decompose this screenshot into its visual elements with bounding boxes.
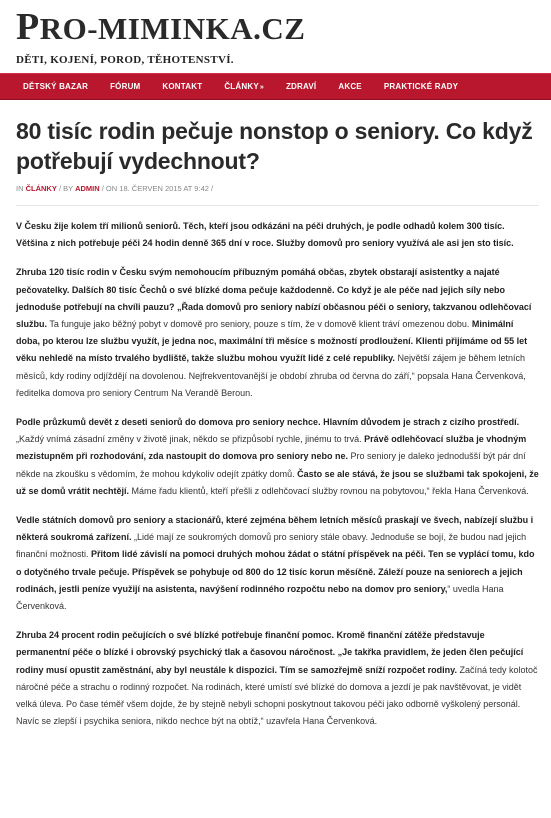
paragraph-segment: Podle průzkumů devět z deseti seniorů do domova pro seniory nechce. Hlavním důvodem je strach z cizího prostředí. — [16, 417, 520, 428]
paragraph-segment: V Česku žije kolem tří milionů seniorů. Těch, kteří jsou odkázáni na péči druhých, je podle odhadů kolem 300 tisíc. Většina z nich potřebuje péči 24 hodin denně 365 dní v roce. Služby domovů pro seniory využívá ale asi jen sto tisíc. — [16, 221, 514, 249]
logo-text: RO-MIMINKA.CZ — [39, 11, 306, 46]
main-content — [0, 100, 551, 730]
article-title: 80 tisíc rodin pečuje nonstop o seniory. Co když potřebují vydechnout? — [16, 118, 533, 174]
site-tagline: DĚTI, KOJENÍ, POROD, TĚHOTENSTVÍ. — [16, 54, 234, 66]
nav-item-zdravi[interactable]: ZDRAVÍ — [285, 82, 317, 91]
main-nav — [0, 73, 551, 100]
paragraph-segment: „Každý vnímá zásadní změny v životě jinak, někdo se přizpůsobí rychle, jinému to trvá. — [16, 434, 365, 445]
nav-item-forum[interactable]: FÓRUM — [110, 82, 141, 91]
paragraph-segment: Právě odlehčovací služba je vhodným mezistupněm při rozhodování, zda nastoupit do domova pro seniory nebo ne. — [16, 434, 527, 462]
paragraph-segment: Pro seniory je daleko jednodušší být pár dní někde na zkoušku s vědomím, že mohou kdykoliv odejít zpátky domů. — [16, 451, 526, 479]
article-paragraph — [16, 512, 539, 615]
nav-item-prakticke-rady[interactable]: PRAKTICKÉ RADY — [383, 82, 459, 91]
article-paragraph — [16, 218, 539, 252]
paragraph-segment: Zhruba 24 procent rodin pečujících o své blízké potřebuje finanční pomoc. Kromě finanční zátěže představuje permanentní péče o blízké i obrovský psychický tlak a časovou náročnost. „Je takřka pravidlem, že jeden člen pečující rodiny musí opustit zaměstnání, aby byl neustále k dispozici. Tím se samozřejmě sníží rozpočet rodiny. — [16, 630, 524, 675]
paragraph-segment: Zhruba 120 tisíc rodin v Česku svým nemohoucím příbuzným pomáhá občas, zbytek obstarají asistentky a najaté pečovatelky. Dalších 80 tisíc Čechů o své blízké doma pečuje každodenně. Co když je ale péče nad jejich síly nebo jednoduše potřebují na chvíli pauzu? „Řada domovů pro seniory nabízí občasnou péči o seniory, takzvanou odlehčovací službu. — [16, 267, 532, 330]
site-logo[interactable] — [16, 8, 551, 48]
article-body — [16, 218, 539, 730]
nav-item-kontakt[interactable]: KONTAKT — [162, 82, 203, 91]
article-date: / ON 18. ČERVEN 2015 AT 9:42 / — [101, 184, 214, 193]
paragraph-segment: Často se ale stává, že jsou se službami tak spokojeni, že už se domů vrátit nechtějí. — [16, 468, 539, 496]
article-meta: IN ČLÁNKY / BY ADMIN / ON 18. ČERVEN 2015 AT 9:42 / — [16, 184, 539, 206]
category-link[interactable]: ČLÁNKY — [25, 184, 57, 193]
dropdown-arrow-icon: » — [259, 84, 264, 91]
article-paragraph — [16, 627, 539, 730]
site-header — [0, 0, 551, 73]
paragraph-segment: Největší zájem je během letních měsíců, kdy rodiny odjíždějí na dovolenou. Nejfrekventovanější je období zhruba od června do září,“ popsala Hana Červenková, ředitelka domova pro seniory Centrum Na Verandě Beroun. — [16, 353, 526, 398]
paragraph-segment: Přitom lidé závislí na pomoci druhých mohou žádat o státní příspěvek na péči. Ten se vyplácí tomu, kdo o dotyčného trvale pečuje. Příspěvek se pohybuje od 800 do 12 tisíc korun měsíčně. Záleží pouze na seniorech a jejich rodinách, jestli peníze využijí na asistenta, navýšení rodinného rozpočtu nebo na domov pro seniory, — [16, 549, 535, 594]
paragraph-segment: „Lidé mají ze soukromých domovů pro seniory stále obavy. Jednoduše se bojí, že budou nad jejich finanční možnosti. — [16, 532, 527, 560]
nav-item-akce[interactable]: AKCE — [338, 82, 362, 91]
author-link[interactable]: ADMIN — [75, 184, 100, 193]
paragraph-segment: “ uvedla Hana Červenková. — [16, 583, 504, 612]
article-paragraph — [16, 264, 539, 402]
nav-item-bazar[interactable]: DĚTSKÝ BAZAR — [23, 82, 89, 91]
nav-item-clanky[interactable]: ČLÁNKY» — [224, 82, 264, 91]
paragraph-segment: Minimální doba, po kterou lze službu využít, je jedna noc, maximální tři měsíce s možností prodloužení. Klienti přijímáme od 55 let věku nehledě na místo trvalého bydliště, takže službu mohou využít lidé z celé republiky. — [16, 319, 528, 364]
paragraph-segment: Ta funguje jako běžný pobyt v domově pro seniory, pouze s tím, že v domově klient tráví omezenou dobu. — [47, 319, 472, 330]
article-paragraph — [16, 414, 539, 500]
paragraph-segment: Máme řadu klientů, kteří přešli z odlehčovací služby rovnou na pobytovou,“ řekla Hana Červenková. — [129, 485, 529, 496]
paragraph-segment: Začíná tedy kolotoč náročné péče a strachu o rodinný rozpočet. Na rodinách, které umístí své blízké do domova a jezdí je pak navštěvovat, je vidět velká úleva. Po čase téměř všem dojde, že by stejně nebyli schopni poskytnout takovou péči jako odborně vyškolený personál. Navíc se zlepší i psychika seniora, nikdo nechce být na obtíž,“ uzavřela Hana Červenková. — [16, 664, 538, 727]
paragraph-segment: Vedle státních domovů pro seniory a stacionářů, které zejména během letních měsíců praskají ve švech, nabízejí službu i některá soukromá zařízení. — [16, 515, 534, 543]
logo-initial: P — [16, 6, 40, 48]
